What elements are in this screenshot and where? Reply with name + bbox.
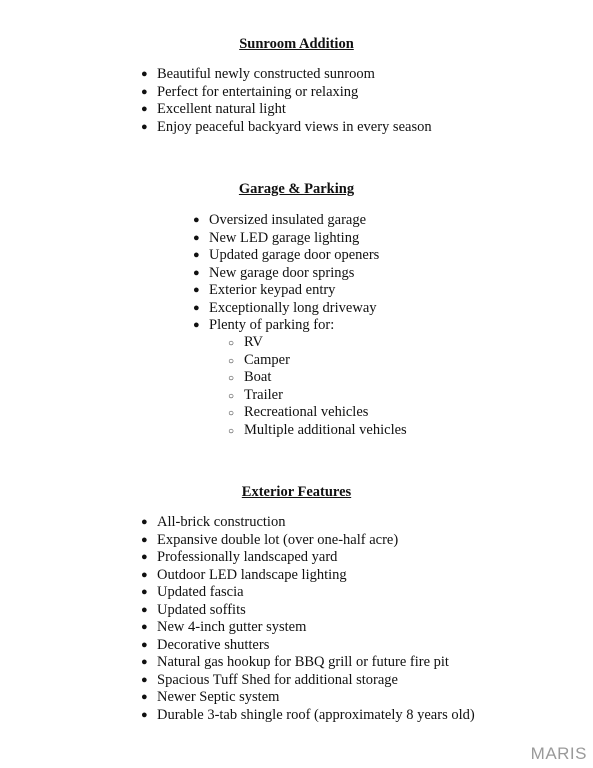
list-item: ● Updated soffits [141,601,246,618]
list-item: ● Durable 3-tab shingle roof (approximately 8 years old) [141,706,475,723]
list-item: ● Perfect for entertaining or relaxing [141,83,359,100]
bullet-icon: ● [141,533,148,546]
bullet-icon: ● [141,691,148,703]
list-item: ○ Camper [244,352,407,370]
list-item: ● Outdoor LED landscape lighting [141,566,347,583]
bullet-icon: ● [141,103,148,115]
list-item: ● All-brick construction [141,514,286,530]
list-item: ○ Trailer [244,387,407,405]
list-item: ○ RV [244,334,407,352]
bullet-icon: ● [141,568,148,581]
list-item: ● Exterior keypad entry [193,282,336,298]
circle-bullet-icon: ○ [228,408,235,419]
bullet-icon: ● [141,85,148,98]
bullet-icon: ● [193,231,200,244]
bullet-icon: ● [141,673,148,686]
sunroom-title: Sunroom Addition [239,36,354,52]
exterior-list [141,514,475,724]
circle-bullet-icon: ○ [228,373,235,384]
list-item: ● Updated garage door openers [193,247,380,263]
bullet-icon: ● [141,586,148,598]
parking-sublist [228,334,407,439]
bullet-icon: ● [141,68,148,80]
list-item: ● Plenty of parking for: [193,317,335,333]
list-item: ● Professionally landscaped yard [141,549,338,565]
garage-title: Garage & Parking [238,181,355,197]
bullet-icon: ● [141,603,148,616]
sunroom-list [141,66,432,136]
bullet-icon: ● [193,301,200,314]
bullet-icon: ● [141,638,148,651]
bullet-icon: ● [193,284,200,296]
list-item: ● New LED garage lighting [193,229,360,246]
circle-bullet-icon: ○ [228,390,235,402]
bullet-icon: ● [141,656,148,668]
list-item: ○ Boat [244,369,407,387]
garage-list [193,212,380,335]
list-item: ● Updated fascia [141,584,244,600]
bullet-icon: ● [141,708,148,721]
bullet-icon: ● [141,120,148,133]
bullet-icon: ● [193,266,200,279]
bullet-icon: ● [141,516,148,528]
bullet-icon: ● [193,319,200,331]
list-item: ● Newer Septic system [141,689,280,705]
list-item: ● Natural gas hookup for BBQ grill or future fire pit [141,654,449,670]
maris-watermark: MARIS [530,744,587,763]
list-item: ○ Multiple additional vehicles [244,422,407,440]
list-item: ● Excellent natural light [141,101,286,117]
list-item: ● Oversized insulated garage [193,212,367,228]
list-item: ● Expansive double lot (over one-half acre) [141,531,399,548]
list-item: ● New 4-inch gutter system [141,619,307,635]
list-item: ● Beautiful newly constructed sunroom [141,66,375,82]
circle-bullet-icon: ○ [228,338,235,349]
bullet-icon: ● [193,249,200,261]
list-item: ● Decorative shutters [141,636,270,653]
circle-bullet-icon: ○ [228,425,235,437]
bullet-icon: ● [141,551,148,563]
list-item: ● Enjoy peaceful backyard views in every season [141,118,432,135]
list-item: ● Spacious Tuff Shed for additional storage [141,671,398,688]
list-item: ● Exceptionally long driveway [193,299,377,316]
circle-bullet-icon: ○ [228,355,235,367]
bullet-icon: ● [193,214,200,226]
exterior-title: Exterior Features [241,484,352,500]
list-item: ○ Recreational vehicles [244,404,407,422]
list-item: ● New garage door springs [193,264,355,281]
bullet-icon: ● [141,621,148,633]
